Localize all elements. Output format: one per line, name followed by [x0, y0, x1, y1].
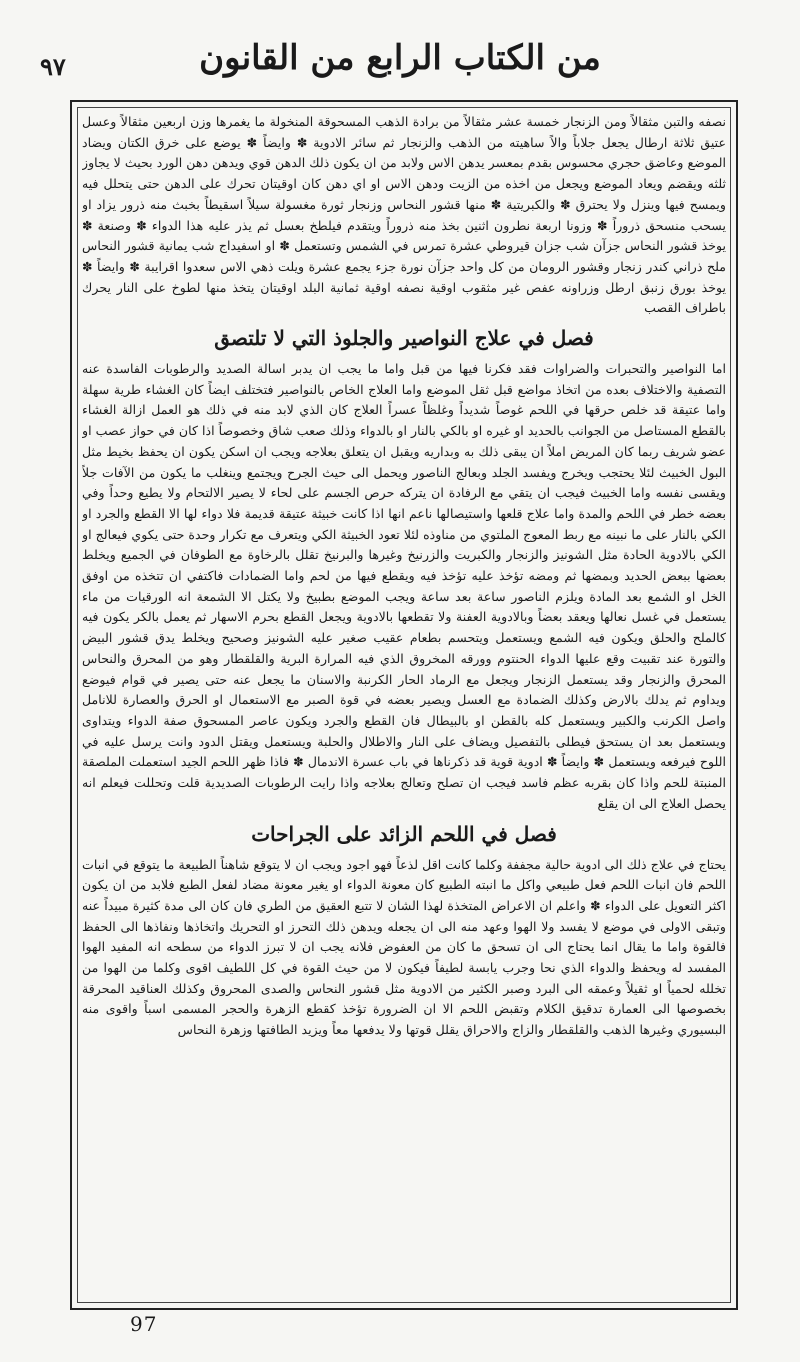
- section-heading-excess-flesh: فصل في اللحم الزائد على الجراحات: [251, 821, 557, 846]
- paragraph-3: يحتاج في علاج ذلك الى ادوية حالية مجففة وكلما كانت اقل لذعاً فهو اجود ويجب ان لا يتوقع شاهناً الطبيعة ما يتوقع في انبات اللحم فان انبات اللحم فعل طبيعي واكل ما انبته الطبيع كان معونة الدواء او يغير معونة مضاد لفعل الطبع فلابد من ان يكون اكثر التعويل على الدواء ✽ واعلم ان الاعراض المتخذة لهذا الشان لا تتبع العقيق من الطري فان كان الى مدة كثيرة مبيداً عنه وتبقى الاولى في موضع لا يفسد ولا الهوا وعهد منه الى ان يجعله ويدهن ذلك التحرز او التحريك واتخاذها ونفاذها الى الحفظ فالقوة واما ما يقال انما يحتاج الى ان تسحق ما كان من العفوض فلانه يجب ان لا تبرز الدواء من سطحه انه المفيد الهوا المفسد له ويحفظ والدواء الذي نحا وجرب يابسة لطيفاً فيكون لا من حيث القوة في كل اللطيف اقوى وكلما من الهوا من تخلله لحمياً او ثقيلاً وعمقه الى البرد وصبر الكثير من الادوية مثل قشور النحاس والصدى المحروق وكذلك العناقيد المحرقة بخصوصها الى العمارة تدقيق الكلام وتقبض اللحم الا ان الضرورة تؤخذ كقطع الزهرة والحجر المسمى اسباً واقوى منه البسيوري وغيرها الذهب والقلقطار والزاج والاحراق يقلل قوتها ولا يدفعها معاً ويزيد الطافتها وزهرة النحاس: [82, 856, 726, 1038]
- paragraph-2: اما النواصير والتحبرات والضراوات فقد فكرنا فيها من قبل واما ما يجب ان يدبر اسالة الصديد والرطوبات الفاسدة عنه التصفية والاختلاف بعده من اتخاذ مواضع قبل ثقل الموضع واما العلاج الخاص بالنواصير فتختلف ايضاً كان الغشاء طرية سهلة واما عتيقة قد خلص حرقها في اللحم غوصاً شديداً وغلظاً عسراً العلاج كان الذي لابد منه في ذلك هو العمل ازالة الغشاء بالقطع المستاصل من الجوانب بالحديد او غيره او بالكي بالنار او بالدواء وذلك صعب شاق وخصوصاً اذا كان في حواز عصب او عضو شريف ربما كان المريض املاً ان يبقى ذلك به وبداريه ويقبل ان يتعلق بعلاجه ويجب ان اسكن يكون ان يحفظ بخيط مثل البول الخبيث لئلا يحتجب ويخرج ويفسد الجلد وبعالج الناصور ويحمل الى حيث الجرح ويجتمع وينغلب ما يكون من الآفات جلاً ويقسى نفسه واما الخبيث فيجب ان يتقي مع الرفادة ان يتركه حرص الجسم على لحاء لا يصير الالتحام ولا يطيع وحداً وفي بعضه خطر في اللحم والمدة واما علاج قلعها واستيصالها ناعم انها اذا كانت خبيثة عتيقة قديمة فلا دواء لها الا القطع والجرد او الكي بالنار على ما نبينه مع ربط المعوج الملتوي من مناوذه لئلا تعود الخبيثة الكي ويتعرف مع تكرار وحدة حتى يكوي فيعالج او الكي بالادوية الحادة مثل الشونيز والزنجار والكبريت والزرنيخ وغيرها والبرنيخ تقلل بالرخاوة مع الطوفان في الجميع ويخلط بعضها ببعض الحديد وبمضها ثم ومضه تؤخذ عليه تؤخذ فيه ويقطع فيها من لحم واما الضمادات فاكتفي ان تتخذه من اوفق الخل او الشمع بعد المادة ويلزم الناصور ساعة بعد ساعة ويجب الموضع بطبيخ ولا يكتل الا الشمعة انه الورقيات من ماء يستعمل في غسل نعالها ويعقد بعضاً وبالادوية العفنة ولا تقطعها بالادوية ويجعل القطع بحرم الاسهار ثم يعمل بالكر يكون فيه كالملح والحلق ويكون فيه الشمع ويستعمل ويتحسم بطعام عقيب صغير عليه الشونيز وصحيح ويخلط يدق قشور البيض والتورة عند تقبيت وقع عليها الدواء الحنتوم وورقه المخروق الذي فيه المرارة البرية والقلقطار وهو من المحرق والنحاس المحرق والزنجار وقد يستعمل الزنجار ويجعل مع الرماد الحار الكرنبة والاسنان ما يجعل عنه حتى يصير في قوام فيوضع ويداوم ثم يدلك بالارض وكذلك الضمادة مع العسل ويصير بعضه في قوة الصبر مع الاستعمال او الحرق والعصارة للانامل واصل الكرنب والكبير ويستعمل كله بالقطن او بالبيطال فان القطع والجرد ويكون عاصر المسحوق صفة الدواء ويتداوى ويستعمل بعد ان يستحق فيطلى بالتفصيل ويضاف على النار والاطلال والحلبة ويستعمل ويقتل الدود وانت يرسل عليه في اللوح فيرفعه ويستعمل ✽ وايضاً ✽ ادوية قوية قد ذكرناها في باب عسرة الاندمال ✽ فاذا ظهر اللحم الجيد استعملت الملصقة المنبتة للحم واذا كان بقربه عظم فاسد فيجب ان تصلح وتعالج بعلاجه واذا رايت الرطوبات الصديدية قلت وتحللت فيعلم انه يحصل العلاج الى ان يقلع: [82, 361, 726, 811]
- main-text: [82, 112, 726, 1300]
- paragraph-1: نصفه والتبن مثقالاً ومن الزنجار خمسة عشر مثقالاً من برادة الذهب المسحوقة المنخولة ما يغمرها وزن اربعين مثقالاً وعسل عتيق ثلاثة ارطال يجعل جلاباً والاً ساهيته من الذهب والزنجار ثم سائر الادوية ✽ وايضاً ✽ يوضع على خرق الكتان ويضاد الموضع وعاضق حجري محسوس بقدم بمعسر يدهن الاس ولابد من ان يكون ذلك الدهن قوي ويدهن دهن الورد بحيث لا يجاوز ثلثه ويقضم ويعاد الموضع ويجعل من اخذه من الزيت ودهن الاس او اي دهن كان اوقيتان تحرك على الدهن حتى يتحلل فيه ويمسح فيها وينزل ولا يحترق ✽ والكبريتية ✽ منها قشور النحاس وزنجار ثورة مغسولة سيلاً اسقيطاً بخبث منه ذرور يزاد او يسحب منسحق ذروراً ✽ وزونا اربعة نطرون اثنين بخذ منه ذروراً ويتقدم فيلطخ بعسل ثم يذر عليه هذا الدواء ✽ وصنعة ✽ يوخذ قشور النحاس جزآن شب جزان قيروطي عشرة تمرس في الشمس وتستعمل ✽ او اسفيداج شب يمانية قشور النحاس ملح ذراني كندر زنجار وقشور الرومان من كل واحد جزآن نورة جزء يجمع عشرة ويلت ذهي الاس سعدوا اقرايبة ✽ وايضاً ✽ يوخذ بورق زنبق ارطل وزراونه عفص غير مثقوب اوقية نصفه اوقية ثمانية البلد اوقيتان يتخذ منها لطوخ على النار يحرك باطراف القصب: [82, 114, 726, 316]
- page-number-bottom: 97: [130, 1312, 158, 1336]
- section-heading-fistulas: فصل في علاج النواصير والجلوذ التي لا تلتصق: [214, 326, 594, 351]
- page-number-top: ٩٧: [40, 52, 66, 81]
- running-title: من الكتاب الرابع من القانون: [199, 38, 601, 78]
